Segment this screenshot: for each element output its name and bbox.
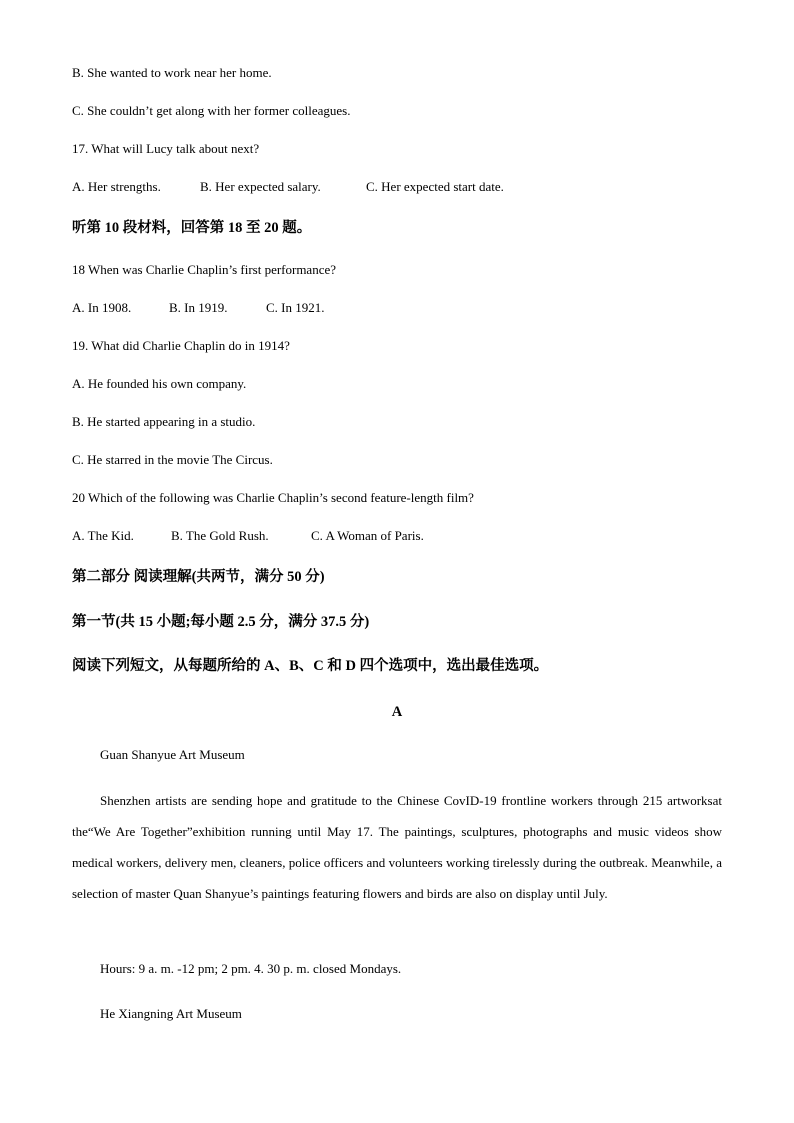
q20-option-b: B. The Gold Rush.	[171, 528, 269, 543]
museum-2-title: He Xiangning Art Museum	[100, 1006, 242, 1021]
question-19: 19. What did Charlie Chaplin do in 1914?	[72, 338, 290, 353]
q20-option-a: A. The Kid.	[72, 528, 134, 543]
q16-option-c: C. She couldn’t get along with her former colleagues.	[72, 103, 351, 118]
q17-options	[72, 179, 504, 195]
q19-option-a: A. He founded his own company.	[72, 376, 247, 391]
reading-instruction: 阅读下列短文，从每题所给的 A、B、C 和 D 四个选项中，选出最佳选项。	[72, 658, 549, 674]
q18-option-c: C. In 1921.	[266, 300, 325, 315]
q17-option-c: C. Her expected start date.	[366, 179, 504, 194]
q19-option-c: C. He starred in the movie The Circus.	[72, 452, 273, 467]
question-20: 20 Which of the following was Charlie Chaplin’s second feature-length film?	[72, 490, 474, 505]
q20-option-c: C. A Woman of Paris.	[311, 528, 424, 543]
q19-option-b: B. He started appearing in a studio.	[72, 414, 256, 429]
q18-option-b: B. In 1919.	[169, 300, 228, 315]
question-18: 18 When was Charlie Chaplin’s first performance?	[72, 262, 337, 277]
museum-1-paragraph: Shenzhen artists are sending hope and gratitude to the Chinese CovID-19 frontline workers through 215 artworksat the“We Are Together”exhibition running until May 17. The paintings, sculptures, photographs and music videos show medical workers, delivery men, cleaners, police officers and volunteers working tirelessly during the outbreak. Meanwhile, a selection of master Quan Shanyue’s paintings featuring flowers and birds are also on display until July.	[72, 793, 722, 901]
part-two-heading: 第二部分 阅读理解(共两节，满分 50 分)	[72, 569, 325, 585]
section-one-heading: 第一节(共 15 小题;每小题 2.5 分，满分 37.5 分)	[72, 614, 370, 630]
q17-option-b: B. Her expected salary.	[200, 179, 321, 194]
q16-option-b: B. She wanted to work near her home.	[72, 65, 272, 80]
q17-option-a: A. Her strengths.	[72, 179, 161, 194]
section-10-heading: 听第 10 段材料，回答第 18 至 20 题。	[72, 220, 312, 236]
q18-option-a: A. In 1908.	[72, 300, 132, 315]
museum-1-hours: Hours: 9 a. m. -12 pm; 2 pm. 4. 30 p. m. closed Mondays.	[100, 961, 402, 976]
q20-options	[72, 528, 424, 544]
q18-options	[72, 300, 325, 316]
museum-1-title: Guan Shanyue Art Museum	[100, 747, 245, 762]
passage-letter: A	[391, 704, 403, 720]
question-17: 17. What will Lucy talk about next?	[72, 141, 260, 156]
